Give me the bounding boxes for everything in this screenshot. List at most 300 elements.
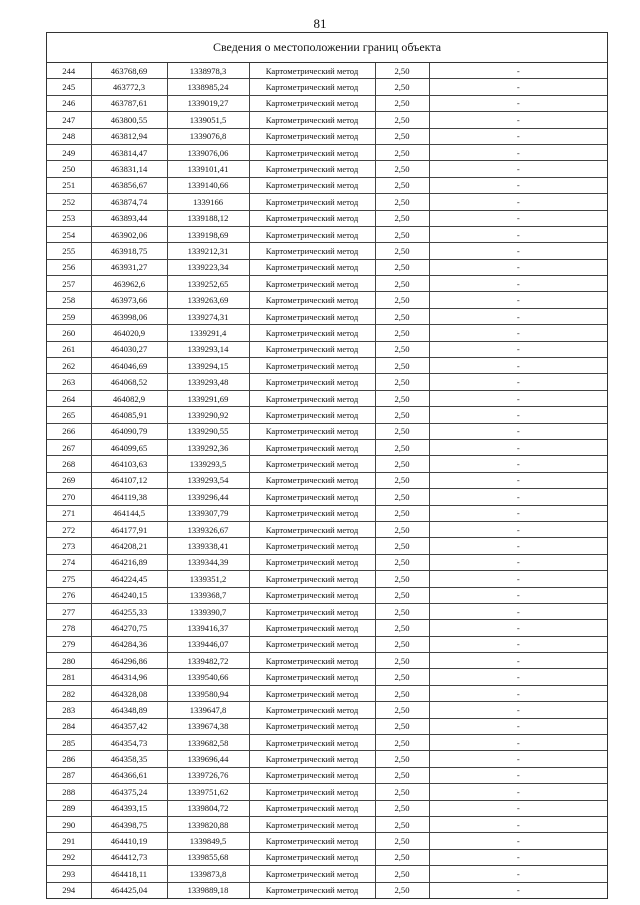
point-number-cell: 256	[47, 259, 91, 275]
description-cell: -	[429, 472, 607, 488]
point-number-cell: 254	[47, 226, 91, 242]
table-row	[47, 669, 607, 685]
x-coordinate-cell: 464107,12	[91, 472, 167, 488]
y-coordinate-cell: 1339293,14	[167, 341, 249, 357]
y-coordinate-cell: 1339674,38	[167, 718, 249, 734]
method-cell: Картометрический метод	[249, 882, 375, 898]
description-cell: -	[429, 276, 607, 292]
x-coordinate-cell: 464410,19	[91, 833, 167, 849]
page-number: 81	[313, 16, 327, 31]
y-coordinate-cell: 1339019,27	[167, 95, 249, 111]
accuracy-cell: 2,50	[375, 521, 429, 537]
accuracy-cell: 2,50	[375, 358, 429, 374]
point-number-cell: 266	[47, 423, 91, 439]
description-cell: -	[429, 653, 607, 669]
accuracy-cell: 2,50	[375, 685, 429, 701]
method-cell: Картометрический метод	[249, 226, 375, 242]
description-cell: -	[429, 210, 607, 226]
point-number-cell: 245	[47, 79, 91, 95]
point-number-cell: 294	[47, 882, 91, 898]
description-cell: -	[429, 816, 607, 832]
accuracy-cell: 2,50	[375, 161, 429, 177]
point-number-cell: 259	[47, 308, 91, 324]
point-number-cell: 284	[47, 718, 91, 734]
method-cell: Картометрический метод	[249, 292, 375, 308]
method-cell: Картометрический метод	[249, 866, 375, 882]
y-coordinate-cell: 1339166	[167, 194, 249, 210]
y-coordinate-cell: 1339338,41	[167, 538, 249, 554]
description-cell: -	[429, 800, 607, 816]
point-number-cell: 267	[47, 439, 91, 455]
accuracy-cell: 2,50	[375, 702, 429, 718]
table-row	[47, 341, 607, 357]
x-coordinate-cell: 464358,35	[91, 751, 167, 767]
table-row	[47, 177, 607, 193]
x-coordinate-cell: 464144,5	[91, 505, 167, 521]
point-number-cell: 270	[47, 489, 91, 505]
point-number-cell: 269	[47, 472, 91, 488]
description-cell: -	[429, 685, 607, 701]
point-number-cell: 263	[47, 374, 91, 390]
point-number-cell: 277	[47, 603, 91, 619]
y-coordinate-cell: 1339647,8	[167, 702, 249, 718]
y-coordinate-cell: 1339293,5	[167, 456, 249, 472]
accuracy-cell: 2,50	[375, 325, 429, 341]
accuracy-cell: 2,50	[375, 669, 429, 685]
point-number-cell: 292	[47, 849, 91, 865]
point-number-cell: 282	[47, 685, 91, 701]
y-coordinate-cell: 1339344,39	[167, 554, 249, 570]
description-cell: -	[429, 718, 607, 734]
accuracy-cell: 2,50	[375, 653, 429, 669]
table-row	[47, 128, 607, 144]
accuracy-cell: 2,50	[375, 489, 429, 505]
description-cell: -	[429, 489, 607, 505]
accuracy-cell: 2,50	[375, 128, 429, 144]
description-cell: -	[429, 161, 607, 177]
table-row	[47, 849, 607, 865]
description-cell: -	[429, 358, 607, 374]
y-coordinate-cell: 1339252,65	[167, 276, 249, 292]
accuracy-cell: 2,50	[375, 407, 429, 423]
accuracy-cell: 2,50	[375, 751, 429, 767]
table-row	[47, 620, 607, 636]
method-cell: Картометрический метод	[249, 636, 375, 652]
accuracy-cell: 2,50	[375, 308, 429, 324]
description-cell: -	[429, 620, 607, 636]
table-row	[47, 718, 607, 734]
point-number-cell: 283	[47, 702, 91, 718]
table-row	[47, 95, 607, 111]
point-number-cell: 281	[47, 669, 91, 685]
x-coordinate-cell: 463772,3	[91, 79, 167, 95]
x-coordinate-cell: 464354,73	[91, 735, 167, 751]
point-number-cell: 252	[47, 194, 91, 210]
x-coordinate-cell: 463814,47	[91, 144, 167, 160]
y-coordinate-cell: 1339293,48	[167, 374, 249, 390]
x-coordinate-cell: 463787,61	[91, 95, 167, 111]
x-coordinate-cell: 464099,65	[91, 439, 167, 455]
method-cell: Картометрический метод	[249, 63, 375, 79]
point-number-cell: 255	[47, 243, 91, 259]
x-coordinate-cell: 463998,06	[91, 308, 167, 324]
accuracy-cell: 2,50	[375, 472, 429, 488]
x-coordinate-cell: 464398,75	[91, 816, 167, 832]
point-number-cell: 265	[47, 407, 91, 423]
y-coordinate-cell: 1339296,44	[167, 489, 249, 505]
y-coordinate-cell: 1339580,94	[167, 685, 249, 701]
accuracy-cell: 2,50	[375, 833, 429, 849]
coordinates-sheet	[46, 32, 608, 899]
table-row	[47, 292, 607, 308]
description-cell: -	[429, 521, 607, 537]
table-row	[47, 521, 607, 537]
description-cell: -	[429, 751, 607, 767]
method-cell: Картометрический метод	[249, 669, 375, 685]
x-coordinate-cell: 464284,36	[91, 636, 167, 652]
table-row	[47, 833, 607, 849]
y-coordinate-cell: 1339889,18	[167, 882, 249, 898]
x-coordinate-cell: 464255,33	[91, 603, 167, 619]
table-row	[47, 735, 607, 751]
accuracy-cell: 2,50	[375, 259, 429, 275]
x-coordinate-cell: 464328,08	[91, 685, 167, 701]
description-cell: -	[429, 571, 607, 587]
table-row	[47, 112, 607, 128]
y-coordinate-cell: 1339804,72	[167, 800, 249, 816]
table-row	[47, 767, 607, 783]
method-cell: Картометрический метод	[249, 325, 375, 341]
point-number-cell: 278	[47, 620, 91, 636]
table-row	[47, 161, 607, 177]
table-row	[47, 226, 607, 242]
description-cell: -	[429, 882, 607, 898]
method-cell: Картометрический метод	[249, 505, 375, 521]
description-cell: -	[429, 423, 607, 439]
description-cell: -	[429, 456, 607, 472]
method-cell: Картометрический метод	[249, 144, 375, 160]
x-coordinate-cell: 464216,89	[91, 554, 167, 570]
x-coordinate-cell: 464375,24	[91, 784, 167, 800]
y-coordinate-cell: 1339291,69	[167, 390, 249, 406]
method-cell: Картометрический метод	[249, 390, 375, 406]
point-number-cell: 248	[47, 128, 91, 144]
description-cell: -	[429, 407, 607, 423]
y-coordinate-cell: 1339855,68	[167, 849, 249, 865]
y-coordinate-cell: 1339274,31	[167, 308, 249, 324]
y-coordinate-cell: 1339849,5	[167, 833, 249, 849]
accuracy-cell: 2,50	[375, 341, 429, 357]
y-coordinate-cell: 1339351,2	[167, 571, 249, 587]
x-coordinate-cell: 463812,94	[91, 128, 167, 144]
accuracy-cell: 2,50	[375, 849, 429, 865]
accuracy-cell: 2,50	[375, 505, 429, 521]
accuracy-cell: 2,50	[375, 210, 429, 226]
y-coordinate-cell: 1339188,12	[167, 210, 249, 226]
point-number-cell: 273	[47, 538, 91, 554]
method-cell: Картометрический метод	[249, 128, 375, 144]
point-number-cell: 280	[47, 653, 91, 669]
table-row	[47, 423, 607, 439]
x-coordinate-cell: 463831,14	[91, 161, 167, 177]
description-cell: -	[429, 243, 607, 259]
method-cell: Картометрический метод	[249, 374, 375, 390]
table-row	[47, 751, 607, 767]
method-cell: Картометрический метод	[249, 423, 375, 439]
accuracy-cell: 2,50	[375, 177, 429, 193]
x-coordinate-cell: 464082,9	[91, 390, 167, 406]
point-number-cell: 275	[47, 571, 91, 587]
point-number-cell: 290	[47, 816, 91, 832]
accuracy-cell: 2,50	[375, 816, 429, 832]
table-row	[47, 63, 607, 79]
method-cell: Картометрический метод	[249, 735, 375, 751]
description-cell: -	[429, 505, 607, 521]
x-coordinate-cell: 464224,45	[91, 571, 167, 587]
y-coordinate-cell: 1339291,4	[167, 325, 249, 341]
method-cell: Картометрический метод	[249, 833, 375, 849]
description-cell: -	[429, 226, 607, 242]
method-cell: Картометрический метод	[249, 784, 375, 800]
y-coordinate-cell: 1339446,07	[167, 636, 249, 652]
description-cell: -	[429, 194, 607, 210]
method-cell: Картометрический метод	[249, 554, 375, 570]
table-row	[47, 325, 607, 341]
accuracy-cell: 2,50	[375, 620, 429, 636]
x-coordinate-cell: 464068,52	[91, 374, 167, 390]
accuracy-cell: 2,50	[375, 735, 429, 751]
description-cell: -	[429, 636, 607, 652]
accuracy-cell: 2,50	[375, 603, 429, 619]
point-number-cell: 246	[47, 95, 91, 111]
table-row	[47, 653, 607, 669]
point-number-cell: 293	[47, 866, 91, 882]
y-coordinate-cell: 1339820,88	[167, 816, 249, 832]
description-cell: -	[429, 292, 607, 308]
description-cell: -	[429, 866, 607, 882]
y-coordinate-cell: 1339540,66	[167, 669, 249, 685]
table-row	[47, 882, 607, 898]
x-coordinate-cell: 463902,06	[91, 226, 167, 242]
y-coordinate-cell: 1339101,41	[167, 161, 249, 177]
table-row	[47, 554, 607, 570]
x-coordinate-cell: 464030,27	[91, 341, 167, 357]
accuracy-cell: 2,50	[375, 636, 429, 652]
table-row	[47, 489, 607, 505]
x-coordinate-cell: 464412,73	[91, 849, 167, 865]
point-number-cell: 268	[47, 456, 91, 472]
y-coordinate-cell: 1339292,36	[167, 439, 249, 455]
y-coordinate-cell: 1339390,7	[167, 603, 249, 619]
accuracy-cell: 2,50	[375, 882, 429, 898]
description-cell: -	[429, 259, 607, 275]
x-coordinate-cell: 464208,21	[91, 538, 167, 554]
description-cell: -	[429, 144, 607, 160]
method-cell: Картометрический метод	[249, 489, 375, 505]
method-cell: Картометрический метод	[249, 653, 375, 669]
accuracy-cell: 2,50	[375, 112, 429, 128]
method-cell: Картометрический метод	[249, 161, 375, 177]
point-number-cell: 272	[47, 521, 91, 537]
x-coordinate-cell: 463973,66	[91, 292, 167, 308]
table-row	[47, 784, 607, 800]
accuracy-cell: 2,50	[375, 439, 429, 455]
x-coordinate-cell: 464103,63	[91, 456, 167, 472]
method-cell: Картометрический метод	[249, 439, 375, 455]
accuracy-cell: 2,50	[375, 63, 429, 79]
y-coordinate-cell: 1339368,7	[167, 587, 249, 603]
point-number-cell: 291	[47, 833, 91, 849]
accuracy-cell: 2,50	[375, 866, 429, 882]
method-cell: Картометрический метод	[249, 751, 375, 767]
x-coordinate-cell: 464046,69	[91, 358, 167, 374]
description-cell: -	[429, 341, 607, 357]
method-cell: Картометрический метод	[249, 767, 375, 783]
accuracy-cell: 2,50	[375, 276, 429, 292]
x-coordinate-cell: 464348,89	[91, 702, 167, 718]
accuracy-cell: 2,50	[375, 800, 429, 816]
description-cell: -	[429, 112, 607, 128]
x-coordinate-cell: 464020,9	[91, 325, 167, 341]
table-row	[47, 505, 607, 521]
description-cell: -	[429, 849, 607, 865]
description-cell: -	[429, 603, 607, 619]
point-number-cell: 285	[47, 735, 91, 751]
description-cell: -	[429, 390, 607, 406]
accuracy-cell: 2,50	[375, 423, 429, 439]
y-coordinate-cell: 1339198,69	[167, 226, 249, 242]
y-coordinate-cell: 1339212,31	[167, 243, 249, 259]
method-cell: Картометрический метод	[249, 79, 375, 95]
x-coordinate-cell: 463768,69	[91, 63, 167, 79]
y-coordinate-cell: 1339682,58	[167, 735, 249, 751]
accuracy-cell: 2,50	[375, 571, 429, 587]
method-cell: Картометрический метод	[249, 521, 375, 537]
method-cell: Картометрический метод	[249, 210, 375, 226]
x-coordinate-cell: 464296,86	[91, 653, 167, 669]
method-cell: Картометрический метод	[249, 702, 375, 718]
point-number-cell: 262	[47, 358, 91, 374]
y-coordinate-cell: 1339726,76	[167, 767, 249, 783]
x-coordinate-cell: 463800,55	[91, 112, 167, 128]
accuracy-cell: 2,50	[375, 587, 429, 603]
y-coordinate-cell: 1339696,44	[167, 751, 249, 767]
table-row	[47, 571, 607, 587]
point-number-cell: 244	[47, 63, 91, 79]
description-cell: -	[429, 308, 607, 324]
x-coordinate-cell: 463893,44	[91, 210, 167, 226]
x-coordinate-cell: 464090,79	[91, 423, 167, 439]
y-coordinate-cell: 1339307,79	[167, 505, 249, 521]
method-cell: Картометрический метод	[249, 259, 375, 275]
point-number-cell: 286	[47, 751, 91, 767]
point-number-cell: 287	[47, 767, 91, 783]
accuracy-cell: 2,50	[375, 767, 429, 783]
x-coordinate-cell: 464314,96	[91, 669, 167, 685]
accuracy-cell: 2,50	[375, 718, 429, 734]
table-row	[47, 259, 607, 275]
method-cell: Картометрический метод	[249, 571, 375, 587]
y-coordinate-cell: 1339293,54	[167, 472, 249, 488]
table-row	[47, 603, 607, 619]
point-number-cell: 276	[47, 587, 91, 603]
description-cell: -	[429, 587, 607, 603]
y-coordinate-cell: 1339326,67	[167, 521, 249, 537]
accuracy-cell: 2,50	[375, 226, 429, 242]
y-coordinate-cell: 1339076,8	[167, 128, 249, 144]
table-row	[47, 194, 607, 210]
description-cell: -	[429, 95, 607, 111]
y-coordinate-cell: 1339076,06	[167, 144, 249, 160]
method-cell: Картометрический метод	[249, 849, 375, 865]
accuracy-cell: 2,50	[375, 292, 429, 308]
table-row	[47, 587, 607, 603]
point-number-cell: 288	[47, 784, 91, 800]
x-coordinate-cell: 464425,04	[91, 882, 167, 898]
description-cell: -	[429, 702, 607, 718]
table-row	[47, 456, 607, 472]
table-row	[47, 79, 607, 95]
y-coordinate-cell: 1339263,69	[167, 292, 249, 308]
accuracy-cell: 2,50	[375, 456, 429, 472]
coordinates-table	[47, 63, 607, 898]
y-coordinate-cell: 1339223,34	[167, 259, 249, 275]
point-number-cell: 274	[47, 554, 91, 570]
description-cell: -	[429, 538, 607, 554]
method-cell: Картометрический метод	[249, 718, 375, 734]
point-number-cell: 279	[47, 636, 91, 652]
x-coordinate-cell: 464366,61	[91, 767, 167, 783]
method-cell: Картометрический метод	[249, 177, 375, 193]
description-cell: -	[429, 79, 607, 95]
method-cell: Картометрический метод	[249, 538, 375, 554]
table-row	[47, 358, 607, 374]
x-coordinate-cell: 464418,11	[91, 866, 167, 882]
coordinates-table-body	[47, 63, 607, 898]
method-cell: Картометрический метод	[249, 800, 375, 816]
x-coordinate-cell: 464240,15	[91, 587, 167, 603]
point-number-cell: 251	[47, 177, 91, 193]
table-row	[47, 439, 607, 455]
method-cell: Картометрический метод	[249, 112, 375, 128]
description-cell: -	[429, 833, 607, 849]
x-coordinate-cell: 463962,6	[91, 276, 167, 292]
method-cell: Картометрический метод	[249, 95, 375, 111]
table-row	[47, 685, 607, 701]
description-cell: -	[429, 439, 607, 455]
table-row	[47, 407, 607, 423]
point-number-cell: 264	[47, 390, 91, 406]
method-cell: Картометрический метод	[249, 358, 375, 374]
table-row	[47, 390, 607, 406]
x-coordinate-cell: 463931,27	[91, 259, 167, 275]
table-row	[47, 144, 607, 160]
y-coordinate-cell: 1339290,55	[167, 423, 249, 439]
x-coordinate-cell: 464270,75	[91, 620, 167, 636]
table-row	[47, 472, 607, 488]
description-cell: -	[429, 63, 607, 79]
description-cell: -	[429, 669, 607, 685]
point-number-cell: 253	[47, 210, 91, 226]
x-coordinate-cell: 464119,38	[91, 489, 167, 505]
accuracy-cell: 2,50	[375, 538, 429, 554]
y-coordinate-cell: 1339873,8	[167, 866, 249, 882]
description-cell: -	[429, 177, 607, 193]
method-cell: Картометрический метод	[249, 276, 375, 292]
y-coordinate-cell: 1339140,66	[167, 177, 249, 193]
x-coordinate-cell: 463874,74	[91, 194, 167, 210]
point-number-cell: 260	[47, 325, 91, 341]
